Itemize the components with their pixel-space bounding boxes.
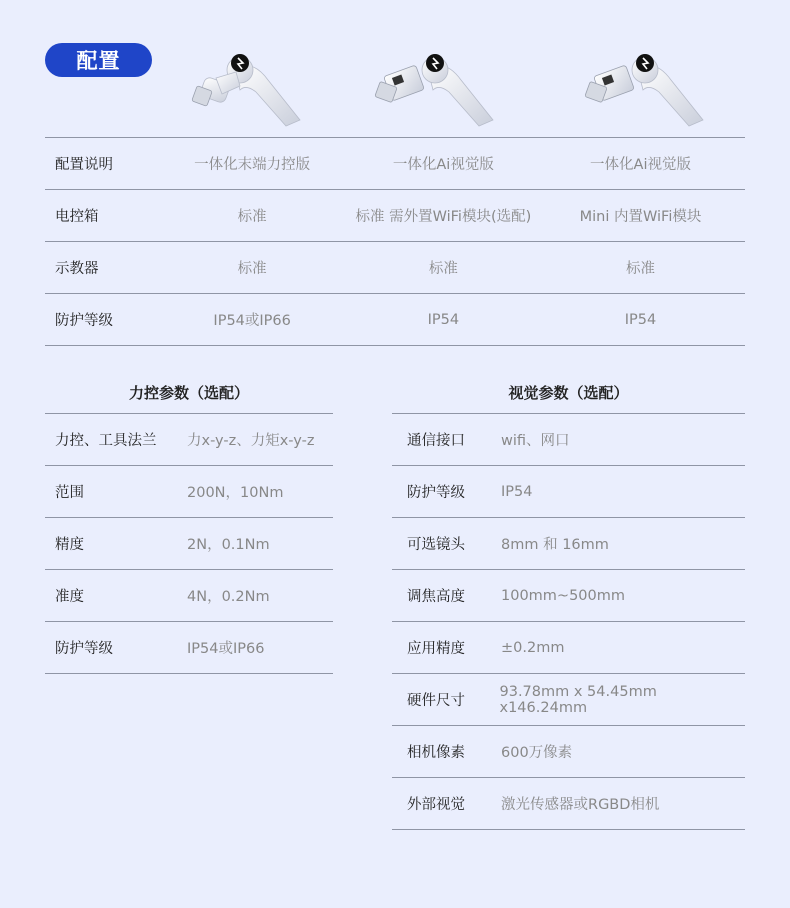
- table-row: [45, 413, 333, 465]
- cell-value: IP54: [501, 483, 533, 500]
- config-table: [45, 137, 745, 346]
- product-image-force-control: [180, 50, 310, 130]
- row-label: 相机像素: [407, 745, 465, 761]
- cell-value: 一体化末端力控版: [194, 157, 311, 173]
- row-label: 应用精度: [407, 641, 465, 657]
- cell-value: IP54: [427, 311, 460, 328]
- product-image-vision-1: [373, 50, 503, 130]
- row-label: 范围: [55, 485, 84, 501]
- table-row: [45, 293, 745, 346]
- row-label: 精度: [55, 537, 84, 553]
- row-label: 示教器: [55, 261, 99, 277]
- cell-value: 93.78mm x 54.45mm x146.24mm: [499, 683, 657, 716]
- row-label: 配置说明: [55, 157, 113, 173]
- force-params-table: [45, 413, 333, 674]
- table-row: [392, 465, 745, 517]
- cell-value: 力x-y-z、力矩x-y-z: [187, 433, 315, 449]
- cell-value: 标准: [626, 261, 656, 277]
- table-row: [392, 725, 745, 777]
- row-label: 通信接口: [407, 433, 465, 449]
- row-label: 准度: [55, 589, 84, 605]
- row-label: 防护等级: [55, 313, 113, 329]
- cell-value: IP54: [624, 311, 657, 328]
- cell-value: 600万像素: [501, 745, 573, 761]
- table-row: [45, 517, 333, 569]
- cell-value: 2N，0.1Nm: [187, 537, 270, 553]
- cell-value: 一体化Ai视觉版: [392, 157, 494, 173]
- table-row: [45, 621, 333, 674]
- table-row: [392, 777, 745, 830]
- cell-value: IP54或IP66: [187, 641, 265, 657]
- table-row: [392, 517, 745, 569]
- table-row: [45, 137, 745, 189]
- cell-value: 标准: [428, 261, 458, 277]
- table-row: [45, 569, 333, 621]
- cell-value: ±0.2mm: [501, 639, 565, 656]
- row-label: 外部视觉: [407, 797, 465, 813]
- cell-value: 4N，0.2Nm: [187, 589, 270, 605]
- table-row: [392, 673, 745, 725]
- vision-params-title: 视觉参数（选配）: [508, 384, 629, 402]
- cell-value: 8mm 和 16mm: [501, 537, 609, 553]
- row-label: 防护等级: [55, 641, 113, 657]
- cell-value: 标准 需外置WiFi模块(选配): [355, 209, 532, 225]
- cell-value: 激光传感器或RGBD相机: [501, 797, 660, 813]
- row-label: 硬件尺寸: [407, 693, 465, 709]
- table-row: [45, 241, 745, 293]
- table-row: [392, 621, 745, 673]
- row-label: 可选镜头: [407, 537, 465, 553]
- robot-arm-vision-icon: [583, 50, 713, 130]
- cell-value: 标准: [237, 209, 267, 225]
- robot-arm-force-control-icon: [180, 50, 310, 130]
- vision-params-table: [392, 413, 745, 830]
- row-label: 调焦高度: [407, 589, 465, 605]
- section-badge: 配置: [45, 43, 152, 77]
- row-label: 电控箱: [55, 209, 99, 225]
- robot-arm-vision-icon: [373, 50, 503, 130]
- cell-value: Mini 内置WiFi模块: [579, 209, 702, 225]
- row-label: 防护等级: [407, 485, 465, 501]
- cell-value: wifi、网口: [501, 433, 570, 449]
- cell-value: 100mm~500mm: [501, 587, 626, 604]
- table-row: [392, 413, 745, 465]
- table-row: [45, 189, 745, 241]
- cell-value: IP54或IP66: [213, 313, 291, 329]
- force-params-title: 力控参数（选配）: [128, 384, 249, 402]
- cell-value: 标准: [237, 261, 267, 277]
- table-row: [45, 465, 333, 517]
- product-image-vision-2: [583, 50, 713, 130]
- cell-value: 200N，10Nm: [187, 485, 284, 501]
- table-row: [392, 569, 745, 621]
- cell-value: 一体化Ai视觉版: [590, 157, 691, 173]
- row-label: 力控、工具法兰: [55, 433, 157, 449]
